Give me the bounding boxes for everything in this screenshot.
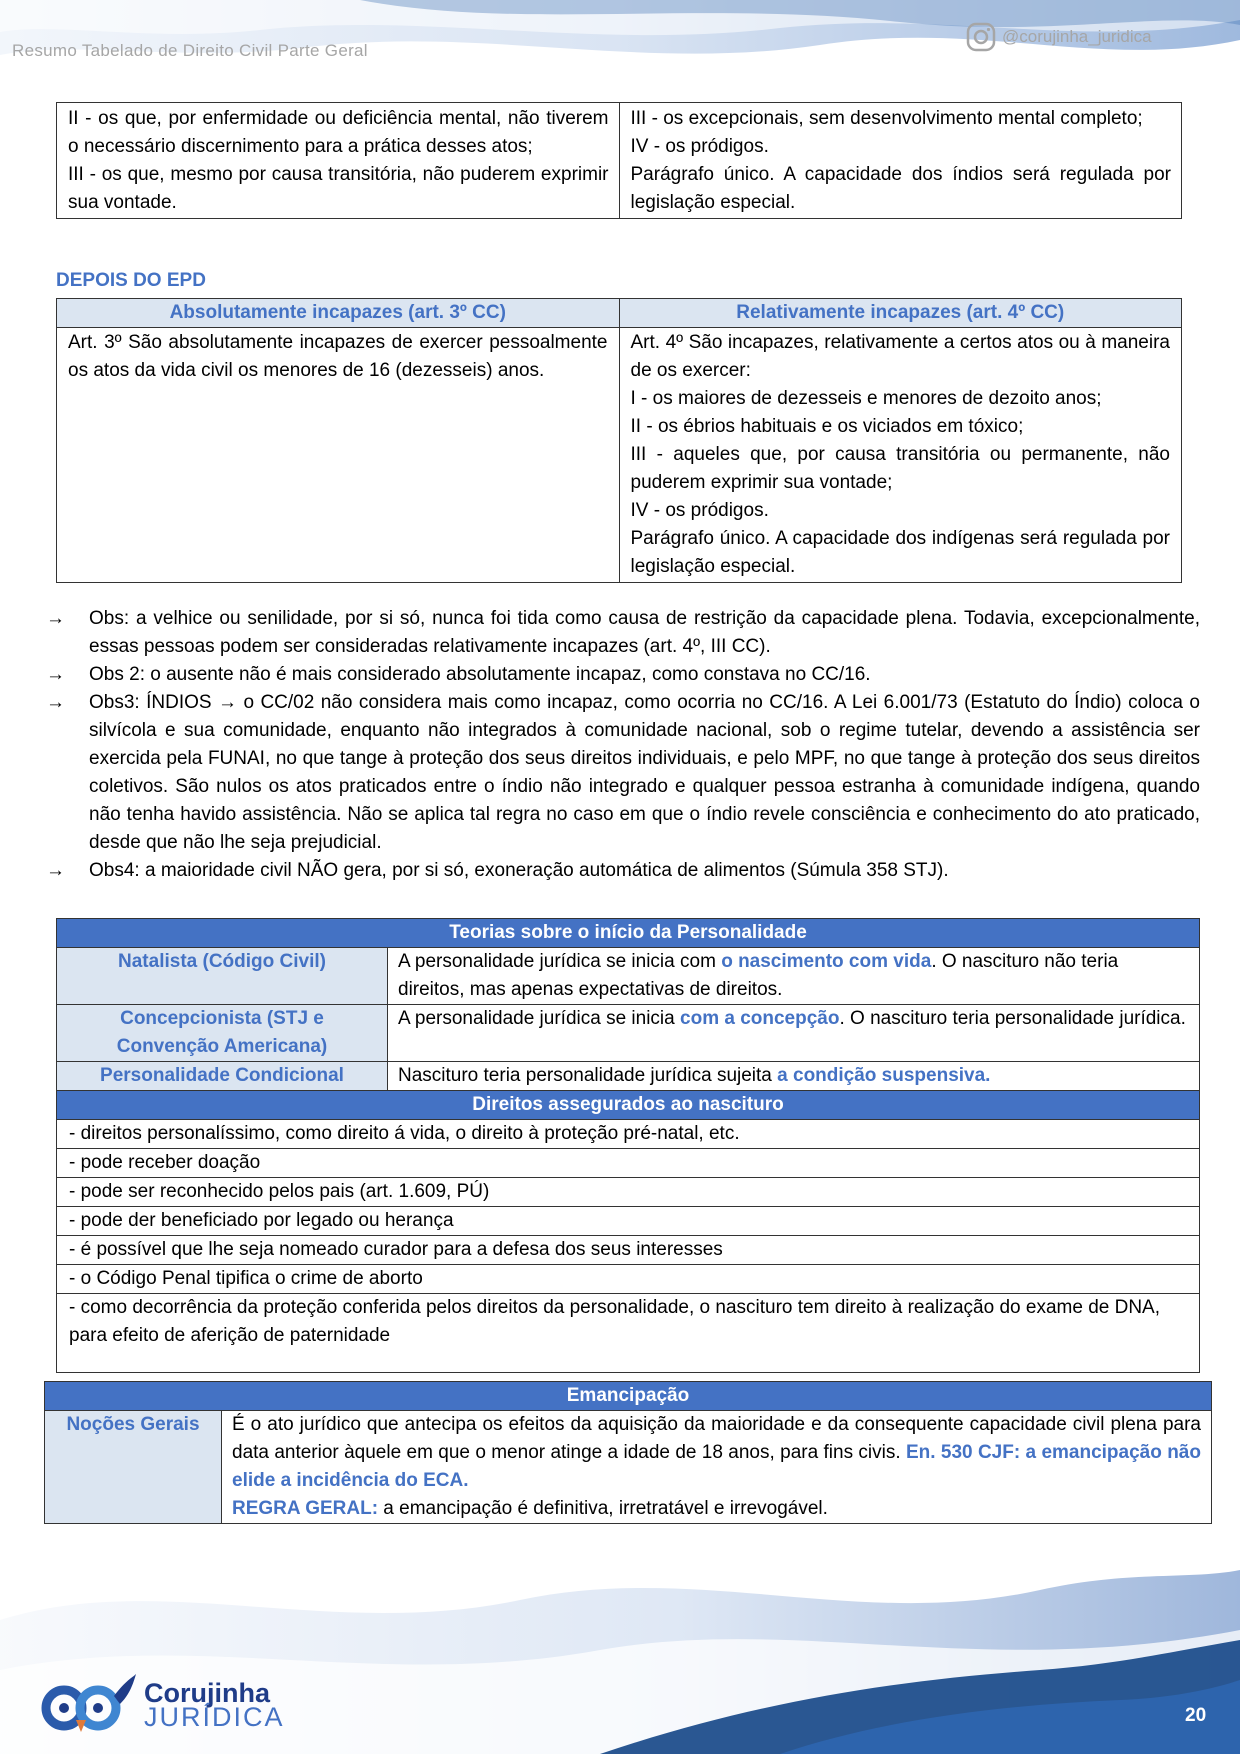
observation-text: Obs 2: o ausente não é mais considerado absolutamente incapaz, como constava no CC/16. (89, 664, 871, 685)
observation-item (46, 857, 1200, 885)
observation-text: Obs4: a maioridade civil NÃO gera, por si só, exoneração automática de alimentos (Súmula 358 STJ). (89, 860, 949, 881)
emancipacao-description (222, 1411, 1212, 1524)
observation-text: Obs3: ÍNDIOS → o CC/02 não considera mais como incapaz, como ocorria no CC/16. A Lei 6.001/73 (Estatuto do Índio) coloca o silvícola e sua comunidade, enquanto não integrados à comunidade nacional, sob o regime tutelar, devendo a assistência ser exercida pela FUNAI, no que tange à proteção dos seus direitos individuais, e pelo MPF, no que tange à proteção dos seus direitos coletivos. São nulos os atos praticados entre o índio não integrado e qualquer pessoa estranha à comunidade indígena, quando não tenha havido assistência. Não se aplica tal regra no caso em que o índio revele consciência e conhecimento do ato praticado, desde que não lhe seja prejudicial. (89, 692, 1200, 853)
theory-highlight: com a concepção (680, 1008, 840, 1029)
epd-heading: DEPOIS DO EPD (56, 270, 206, 291)
owl-logo-icon (40, 1670, 140, 1740)
emancipacao-header: Emancipação (45, 1382, 1212, 1411)
relativamente-header: Relativamente incapazes (art. 4º CC) (619, 299, 1182, 328)
direitos-nascituro-header: Direitos assegurados ao nascituro (57, 1091, 1200, 1120)
personalidade-table (56, 918, 1200, 1373)
theory-label: Natalista (Código Civil) (57, 948, 388, 1005)
theory-description (388, 948, 1200, 1005)
instagram-tag (966, 22, 1152, 52)
right-item: - pode der beneficiado por legado ou herança (57, 1207, 1200, 1236)
theory-label: Personalidade Condicional (57, 1062, 388, 1091)
document-header-title: Resumo Tabelado de Direito Civil Parte Geral (12, 41, 368, 60)
brand-subtitle: JURÍDICA (144, 1702, 285, 1732)
regra-geral-text: a emancipação é definitiva, irretratável e irrevogável. (378, 1498, 828, 1519)
observation-text: Obs: a velhice ou senilidade, por si só, nunca foi tida como causa de restrição da capacidade plena. Todavia, excepcionalmente, essas pessoas podem ser consideradas relativamente incapazes (art. 4º, III CC). (89, 608, 1200, 657)
instagram-handle: @corujinha_juridica (1002, 27, 1152, 46)
page-number: 20 (1185, 1705, 1207, 1726)
arrow-icon: → (46, 692, 65, 713)
arrow-icon: → (46, 608, 65, 629)
theory-row (57, 1062, 1200, 1091)
brand-logo (40, 1670, 285, 1740)
observation-item (46, 605, 1200, 661)
observation-item (46, 661, 1200, 689)
theory-text: A personalidade jurídica se inicia com (398, 951, 722, 972)
arrow-icon: → (46, 664, 65, 685)
emancipacao-text: É o ato jurídico que antecipa os efeitos da aquisição da maioridade e da consequente capacidade civil plena para data anterior àquele em que o menor atinge a idade de 18 anos, para fins civis. (232, 1414, 1201, 1463)
enunciado-highlight: En. 530 CJF: a emancipação não elide a incidência do ECA. (232, 1442, 1201, 1491)
right-item: - direitos personalíssimo, como direito á vida, o direito à proteção pré-natal, etc. (57, 1120, 1200, 1149)
theory-text: Nascituro teria personalidade jurídica sujeita (398, 1065, 778, 1086)
incapazes-antes-table (56, 102, 1182, 219)
observation-item (46, 689, 1200, 857)
incapazes-depois-table (56, 298, 1182, 583)
right-item: - é possível que lhe seja nomeado curador para a defesa dos seus interesses (57, 1236, 1200, 1265)
theory-description (388, 1005, 1200, 1062)
relativamente-cell: Art. 4º São incapazes, relativamente a certos atos ou à maneira de os exercer: I - os maiores de dezesseis e menores de dezoito anos; II - os ébrios habituais e os viciados em tóxico; III - aqueles que, por causa transitória ou permanente, não puderem exprimir sua vontade; IV - os pródigos. Parágrafo único. A capacidade dos indígenas será regulada por legislação especial. (619, 328, 1182, 583)
theory-highlight: o nascimento com vida (721, 951, 932, 972)
theory-row (57, 1005, 1200, 1062)
right-item: - o Código Penal tipifica o crime de aborto (57, 1265, 1200, 1294)
right-item: - como decorrência da proteção conferida pelos direitos da personalidade, o nascituro tem direito à realização do exame de DNA, para efeito de aferição de paternidade (57, 1294, 1200, 1373)
emancipacao-table (44, 1381, 1212, 1524)
antes-right-cell: III - os excepcionais, sem desenvolvimento mental completo; IV - os pródigos. Parágrafo único. A capacidade dos índios será regulada por legislação especial. (619, 103, 1182, 219)
personalidade-header: Teorias sobre o início da Personalidade (57, 919, 1200, 948)
theory-row (57, 948, 1200, 1005)
theory-description (388, 1062, 1200, 1091)
theory-text: . O nascituro não teria direitos, mas apenas expectativas de direitos. (398, 951, 1119, 1000)
theory-text: A personalidade jurídica se inicia (398, 1008, 681, 1029)
brand-name: Corujinha (144, 1678, 270, 1708)
regra-geral-label: REGRA GERAL: (232, 1498, 379, 1519)
theory-highlight: a condição suspensiva. (777, 1065, 991, 1086)
right-item: - pode ser reconhecido pelos pais (art. 1.609, PÚ) (57, 1178, 1200, 1207)
right-item: - pode receber doação (57, 1149, 1200, 1178)
brand-text (144, 1678, 285, 1732)
nocoes-gerais-label: Noções Gerais (45, 1411, 222, 1524)
theory-text: . O nascituro teria personalidade jurídica. (839, 1008, 1186, 1029)
instagram-icon (966, 22, 996, 52)
theory-label: Concepcionista (STJ e Convenção Americana) (57, 1005, 388, 1062)
arrow-icon: → (46, 860, 65, 881)
observations-list (46, 605, 1200, 885)
antes-left-cell: II - os que, por enfermidade ou deficiência mental, não tiverem o necessário discernimento para a prática desses atos; III - os que, mesmo por causa transitória, não puderem exprimir sua vontade. (57, 103, 620, 219)
absolutamente-cell: Art. 3º São absolutamente incapazes de exercer pessoalmente os atos da vida civil os menores de 16 (dezesseis) anos. (57, 328, 620, 583)
absolutamente-header: Absolutamente incapazes (art. 3º CC) (57, 299, 620, 328)
